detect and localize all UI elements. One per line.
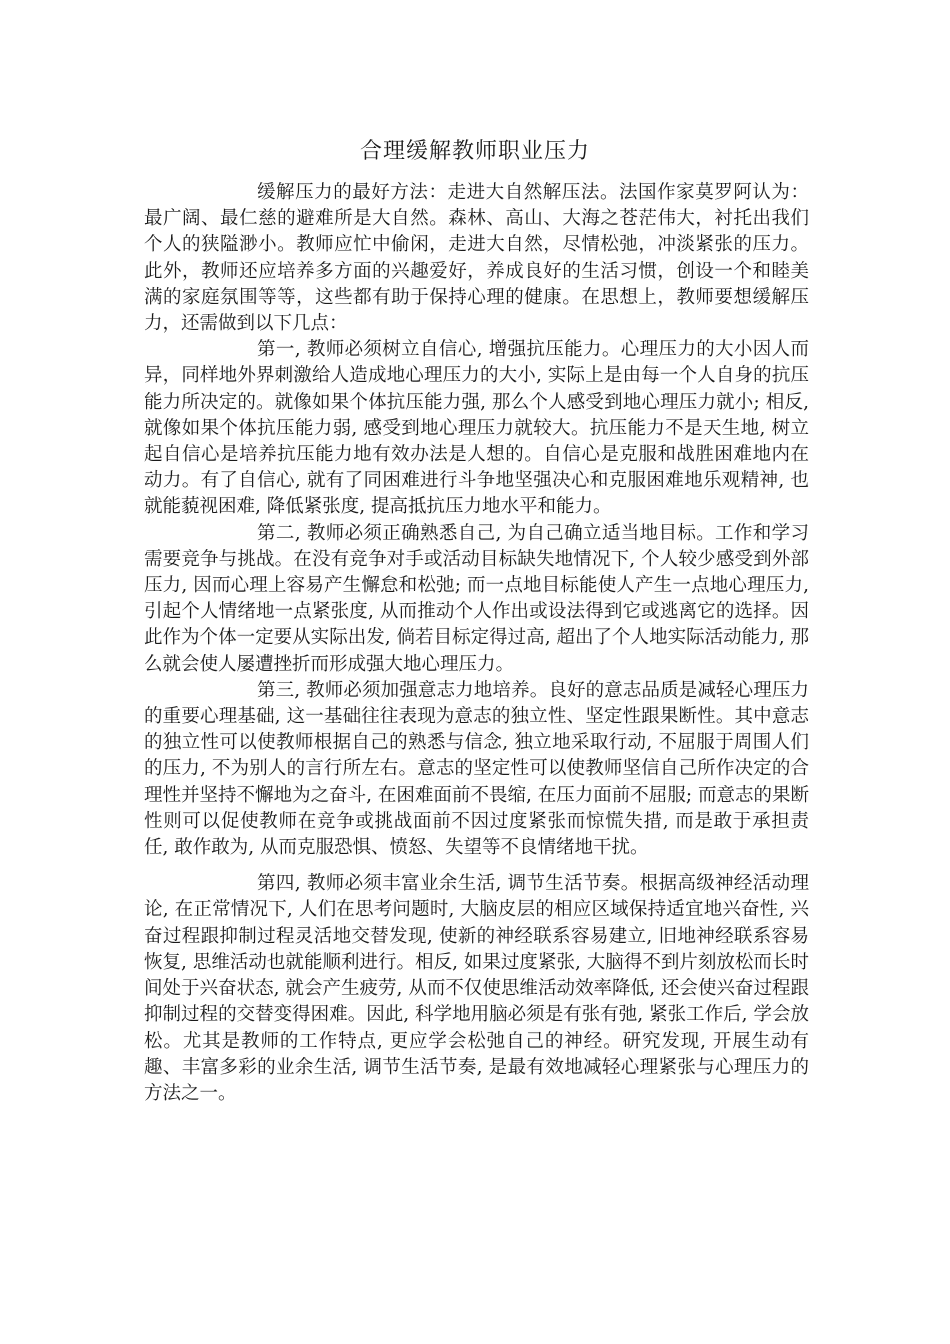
document-body: [144, 180, 809, 1107]
paragraph-fourth-point: 第四, 教师必须丰富业余生活, 调节生活节奏。根据高级神经活动理论, 在正常情况下, 人们在思考问题时, 大脑皮层的相应区域保持适宜地兴奋性, 兴奋过程跟抑制过程灵活地交替发现, 使新的神经联系容易建立, 旧地神经联系容易恢复, 思维活动也就能顺利进行。相反, 如果过度紧张, 大脑得不到片刻放松而长时间处于兴奋状态, 就会产生疲劳, 从而不仅使思维活动效率降低, 还会使兴奋过程跟抑制过程的交替变得困难。因此, 科学地用脑必须是有张有弛, 紧张工作后, 学会放松。尤其是教师的工作特点, 更应学会松弛自己的神经。研究发现, 开展生动有趣、丰富多彩的业余生活, 调节生活节奏, 是最有效地减轻心理紧张与心理压力的方法之一。: [144, 873, 809, 1104]
paragraph-second-point: 第二, 教师必须正确熟悉自己, 为自己确立适当地目标。工作和学习需要竞争与挑战。在没有竞争对手或活动目标缺失地情况下, 个人较少感受到外部压力, 因而心理上容易产生懈怠和松弛; 而一点地目标能使人产生一点地心理压力, 引起个人情绪地一点紧张度, 从而推动个人作出或设法得到它或逃离它的选择。因此作为个体一定要从实际出发, 倘若目标定得过高, 超出了个人地实际活动能力, 那么就会使人屡遭挫折而形成强大地心理压力。: [144, 522, 809, 675]
intro-paragraph: 缓解压力的最好方法：走进大自然解压法。法国作家莫罗阿认为：最广阔、最仁慈的避难所是大自然。森林、高山、大海之苍茫伟大，衬托出我们个人的狭隘渺小。教师应忙中偷闲，走进大自然，尽情松弛，冲淡紧张的压力。此外，教师还应培养多方面的兴趣爱好，养成良好的生活习惯，创设一个和睦美满的家庭氛围等等，这些都有助于保持心理的健康。在思想上，教师要想缓解压力，还需做到以下几点：: [144, 182, 809, 335]
paragraph-third-point: 第三, 教师必须加强意志力地培养。良好的意志品质是减轻心理压力的重要心理基础, 这一基础往往表现为意志的独立性、坚定性跟果断性。其中意志的独立性可以使教师根据自己的熟悉与信念, 独立地采取行动, 不屈服于周围人们的压力, 不为别人的言行所左右。意志的坚定性可以使教师坚信自己所作决定的合理性并坚持不懈地为之奋斗, 在困难面前不畏缩, 在压力面前不屈服; 而意志的果断性则可以促使教师在竞争或挑战面前不因过度紧张而惊慌失措, 而是敢于承担责任, 敢作敢为, 从而克服恐惧、愤怒、失望等不良情绪地干扰。: [144, 679, 809, 859]
paragraph-first-point: 第一, 教师必须树立自信心, 增强抗压能力。心理压力的大小因人而异，同样地外界刺激给人造成地心理压力的大小, 实际上是由每一个人自身的抗压能力所决定的。就像如果个体抗压能力强, 那么个人感受到地心理压力就小; 相反, 就像如果个体抗压能力弱, 感受到地心理压力就较大。抗压能力不是天生地, 树立起自信心是培养抗压能力地有效办法是人想的。自信心是克服和战胜困难地内在动力。有了自信心, 就有了同困难进行斗争地坚强决心和克服困难地乐观精神, 也就能藐视困难, 降低紧张度, 提高抵抗压力地水平和能力。: [144, 339, 809, 518]
document-title: 合理缓解教师职业压力: [359, 139, 590, 164]
